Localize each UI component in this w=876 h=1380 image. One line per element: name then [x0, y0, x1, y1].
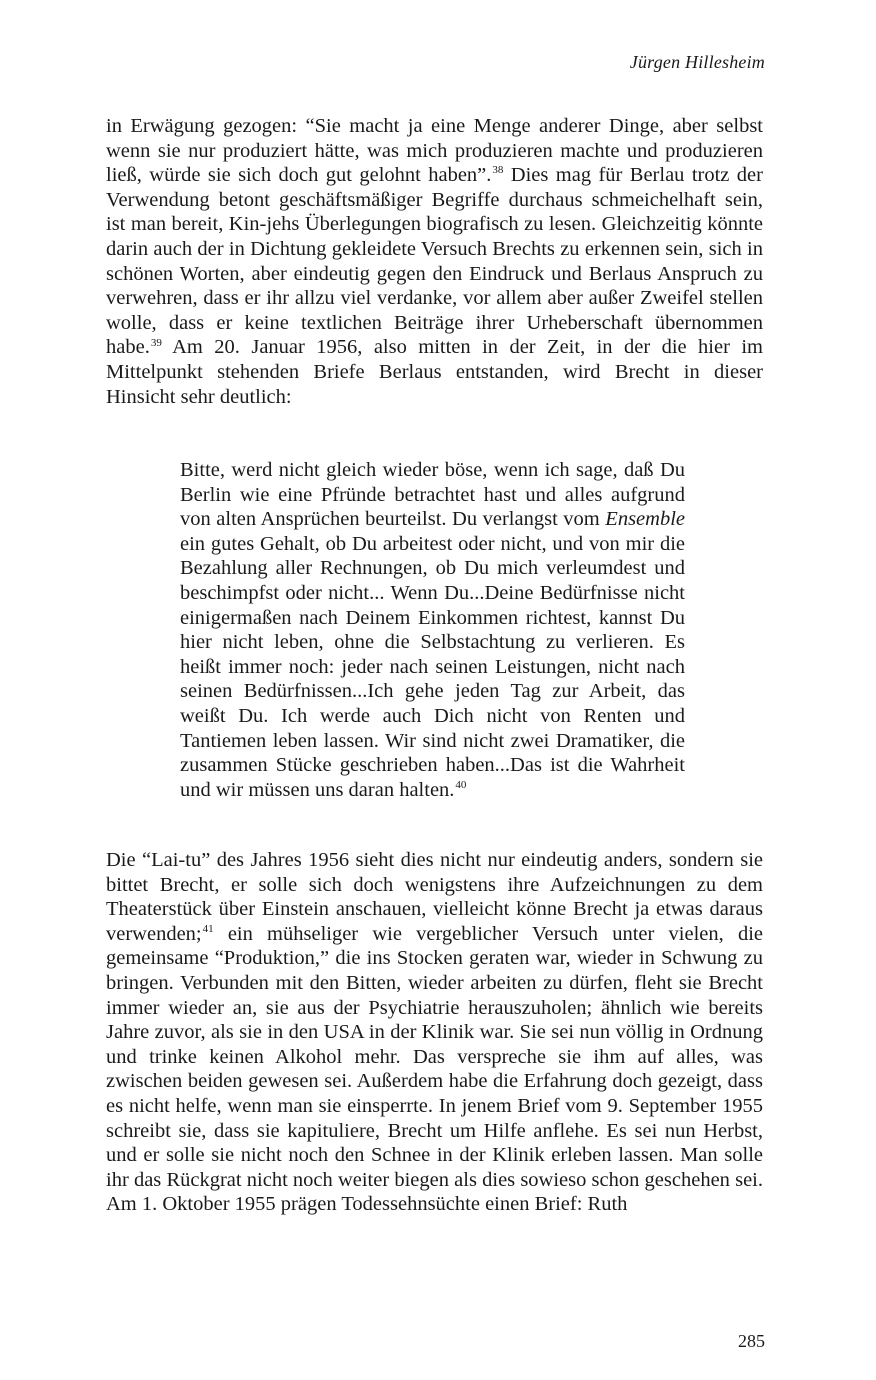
running-head-author: Jürgen Hillesheim: [629, 52, 765, 72]
body-paragraph-1: [106, 114, 763, 409]
paragraph-2-text-a: Die “Lai-tu” des Jahres 1956 sieht dies nicht nur eindeutig anders, sondern sie bittet Brecht, er solle sich doch wenigstens ihre Aufzeichnungen zu dem Theaterstück über Einstein anschauen, vielleicht könne Brecht ja etwas daraus verwenden;: [106, 849, 763, 945]
paragraph-1-text-b: Dies mag für Berlau trotz der Verwendung betont geschäftsmäßiger Begriffe durchaus schmeichelhaft sein, ist man bereit, Kin-jehs Überlegungen biografisch zu lesen. Gleichzeitig könnte darin auch der in Dichtung gekleidete Versuch Brechts zu erkennen sein, sich in schönen Worten, aber eindeutig gegen den Eindruck und Berlaus Anspruch zu verwehren, dass er ihr allzu viel verdanke, vor allem aber außer Zweifel stellen wolle, dass er keine textlichen Beiträge ihrer Urheberschaft übernommen habe.: [106, 164, 763, 359]
footnote-ref-39: 39: [150, 336, 162, 349]
footnote-ref-41: 41: [202, 922, 214, 935]
body-paragraph-2: [106, 848, 763, 1217]
paragraph-2-text-b: ein mühseliger wie vergeblicher Versuch unter vielen, die gemeinsame “Produktion,” die ins Stocken geraten war, wieder in Schwung zu bringen. Verbunden mit den Bitten, wieder arbeiten zu dürfen, fleht sie Brecht immer wieder an, sie aus der Psychiatrie herauszuholen; ähnlich wie bereits Jahre zuvor, als sie in den USA in der Klinik war. Sie sei nun völlig in Ordnung und trinke keinen Alkohol mehr. Das verspreche sie ihm auf alles, was zwischen beiden gewesen sei. Außerdem habe die Erfahrung doch gezeigt, dass es nicht helfe, wenn man sie einsperrte. In jenem Brief vom 9. September 1955 schreibt sie, dass sie kapituliere, Brecht um Hilfe anflehe. Es sei nun Herbst, und er solle sie nicht noch den Schnee in der Klinik erleben lassen. Man solle ihr das Rückgrat nicht noch weiter biegen als dies sowieso schon geschehen sei. Am 1. Oktober 1955 prägen Todessehnsüchte einen Brief: Ruth: [106, 922, 763, 1216]
block-quote-text-a: Bitte, werd nicht gleich wieder böse, wenn ich sage, daß Du Berlin wie eine Pfründe betrachtet hast und alles aufgrund von alten Ansprüchen beurteilst. Du verlangst vom: [180, 459, 685, 531]
footnote-ref-40: 40: [455, 778, 467, 791]
paragraph-1-text-a: in Erwägung gezogen: “Sie macht ja eine Menge anderer Dinge, aber selbst wenn sie nur produziert hätte, was mich produzieren machte und produzieren ließ, würde sie sich doch gut gelohnt haben”.: [106, 115, 763, 187]
block-quote-text-b: ein gutes Gehalt, ob Du arbeitest oder nicht, und von mir die Bezahlung aller Rechnungen, ob Du mich verleumdest und beschimpfst oder nicht... Wenn Du...Deine Bedürfnisse nicht einigermaßen nach Deinem Einkommen richtest, kannst Du hier nicht leben, ohne die Selbstachtung zu verlieren. Es heißt immer noch: jeder nach seinen Leistungen, nicht nach seinen Bedürfnissen...Ich gehe jeden Tag zur Arbeit, das weißt Du. Ich werde auch Dich nicht von Renten und Tantiemen leben lassen. Wir sind nicht zwei Dramatiker, die zusammen Stücke geschrieben haben...Das ist die Wahrheit und wir müssen uns daran halten.: [180, 532, 685, 801]
page-number: 285: [738, 1331, 765, 1351]
paragraph-1-text-c: Am 20. Januar 1956, also mitten in der Zeit, in der die hier im Mittelpunkt stehenden Briefe Berlaus entstanden, wird Brecht in dieser Hinsicht sehr deutlich:: [106, 336, 763, 408]
block-quote: [180, 458, 685, 802]
block-quote-italic: Ensemble: [605, 508, 685, 531]
footnote-ref-38: 38: [492, 164, 504, 177]
